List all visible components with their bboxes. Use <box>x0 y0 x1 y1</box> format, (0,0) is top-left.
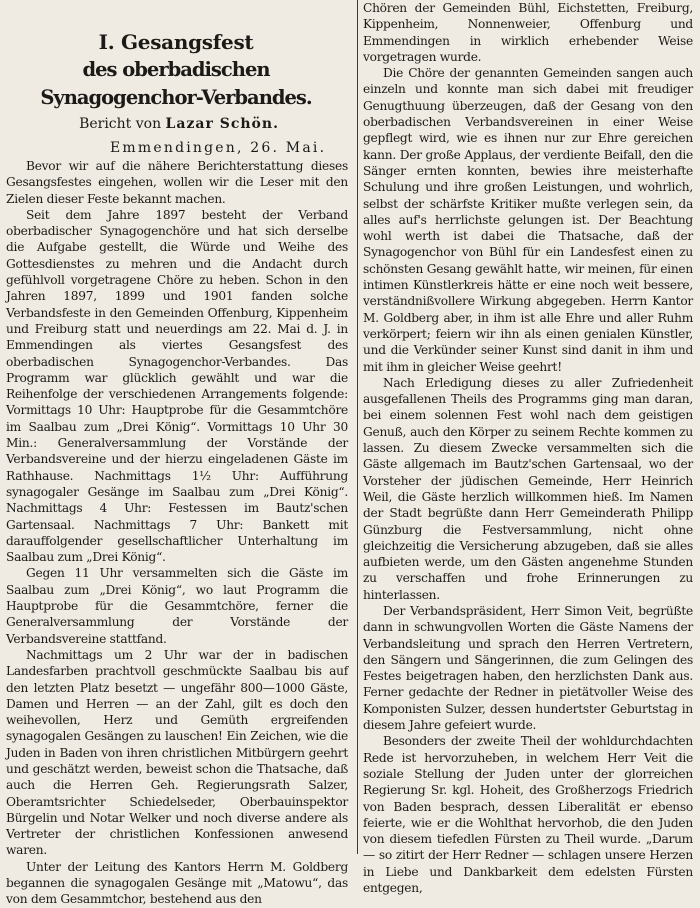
left-paragraph-2: Seit dem Jahre 1897 besteht der Verband oberbadischer Synagogenchöre und hat sich derselbe die Aufgabe gestellt, die Würde und Weihe des Gottesdienstes zu mehren und die Andacht durch gefühlvoll vorgetragene Chöre zu heben. Schon in den Jahren 1897, 1899 und 1901 fanden solche Verbandsfeste in den Gemeinden Offenburg, Kippenheim und Freiburg statt und neuerdings am 22. Mai d. J. in Emmendingen als viertes Gesangsfest des oberbadischen Synagogenchor-Verbandes. Das Programm war glücklich gewählt und war die Reihenfolge der verschiedenen Arrangements folgende: Vormittags 10 Uhr: Hauptprobe für die Gesammtchöre im Saalbau zum „Drei König“. Vormittags 10 Uhr 30 Min.: Generalversammlung der Vorstände der Verbandsvereine und der hierzu eingeladenen Gäste im Rathhause. Nachmittags 1½ Uhr: Aufführung synagogaler Gesänge im Saalbau zum „Drei König“. Nachmittags 4 Uhr: Festessen im Bautz'schen Gartensaal. Nachmittags 7 Uhr: Bankett mit darauffolgender gesellschaftlicher Unterhaltung im Saalbau zum „Drei König“. <box>6 207 348 565</box>
byline-author: Lazar Schön. <box>165 116 279 132</box>
left-paragraph-4: Nachmittags um 2 Uhr war der in badischen Landesfarben prachtvoll geschmückte Saalbau bis auf den letzten Platz besetzt — ungefähr 800—1000 Gäste, Damen und Herren — an der Zahl, gilt es doch den weihevollen, Herz und Gemüth ergreifenden synagogalen Gesängen zu lauschen! Ein Zeichen, wie die Juden in Baden von ihren christlichen Mitbürgern geehrt und geschätzt werden, beweist schon die Thatsache, daß auch die Herren Geh. Regierungsrath Salzer, Oberamtsrichter Schiedelseder, Oberbauinspektor Bürgelin und Notar Welker und noch diverse andere als Vertreter der christlichen Konfessionen anwesend waren. <box>6 647 348 858</box>
column-divider <box>357 0 358 854</box>
left-paragraph-5: Unter der Leitung des Kantors Herrn M. Goldberg begannen die synagogalen Gesänge mit „Matowu“, das von dem Gesammtchor, bestehend aus den <box>6 859 348 907</box>
left-paragraph-1: Bevor wir auf die nähere Berichterstattung dieses Gesangsfestes eingehen, wollen wir die Leser mit den Zielen dieser Feste bekannt machen. <box>6 159 348 206</box>
right-paragraph-3: Nach Erledigung dieses zu aller Zufriedenheit ausgefallenen Theils des Programms ging man daran, bei einem solennen Fest wohl nach dem geistigen Genuß, auch den Körper zu seinem Rechte kommen zu lassen. Zu diesem Zwecke versammelten sich die Gäste allgemach im Bautz'schen Gartensaal, wo der Vorsteher der jüdischen Gemeinde, Herr Heinrich Weil, die Gäste herzlich willkommen hieß. Im Namen der Stadt begrüßte dann Herr Gemeinderath Philipp Günzburg die Festversammlung, nicht ohne gleichzeitig die Versicherung abzugeben, daß sie alles aufbieten werde, um den Gästen angenehme Stunden zu verschaffen und frohe Erinnerungen zu hinterlassen. <box>363 375 693 602</box>
right-paragraph-2: Die Chöre der genannten Gemeinden sangen auch einzeln und konnte man sich dabei mit freudiger Genugthuung überzeugen, daß der Gesang von den oberbadischen Verbandsvereinen in einer Weise gepflegt wird, wie es ihnen nur zur Ehre gereichen kann. Der große Applaus, der verdiente Beifall, den die Sänger ernten konnten, bewies ihre meisterhafte Schulung und ihre großen Leistungen, und wohrlich, selbst der schärfste Kritiker mußte verlegen sein, da alles auf's herrlichste gelungen ist. Der Beachtung wohl werth ist dabei die Thatsache, daß der Synagogenchor von Bühl für ein Landesfest einen zu schönsten Gesang gewählt hatte, wir meinen, für einen intimen Künstlerkreis hätte er eine noch weit bessere, verständnißvollere Wirkung abgegeben. Herrn Kantor M. Goldberg aber, in ihm ist alle Ehre und aller Ruhm verkörpert; feiern wir ihn als einen genialen Künstler, und die Verkünder seiner Kunst sind danit in ihm und mit ihm in gleicher Weise geehrt! <box>363 66 693 374</box>
article-title-line-2: des oberbadischen Synagogenchor-Verbandes. <box>40 58 312 109</box>
right-column <box>363 0 695 896</box>
right-paragraph-1: Chören der Gemeinden Bühl, Eichstetten, Freiburg, Kippenheim, Nonnenweier, Offenburg und Emmendingen in wirklich erhebender Weise vorgetragen wurde. <box>363 1 693 64</box>
article-title-line-1: I. Gesangsfest <box>98 30 254 54</box>
article-byline <box>6 112 352 136</box>
left-paragraph-3: Gegen 11 Uhr versammelten sich die Gäste im Saalbau zum „Drei König“, wo laut Programm die Hauptprobe für die Gesammtchöre, ferner die Generalversammlung der Vorstände der Verbandsvereine stattfand. <box>6 566 348 646</box>
right-paragraph-5: Besonders der zweite Theil der wohldurchdachten Rede ist hervorzuheben, in welchem Herr Veit die soziale Stellung der Juden unter der glorreichen Regierung Sr. kgl. Hoheit, des Großherzogs Friedrich von Baden besprach, dessen Liberalität er ebenso feierte, wie er die Wohlthat hervorhob, die den Juden von diesem tiefedlen Fürsten zu Theil wurde. „Darum — so zitirt der Herr Redner — schlagen unsere Herzen in Liebe und Dankbarkeit dem edelsten Fürsten entgegen, <box>363 734 693 896</box>
article-dateline: Emmendingen, 26. Mai. <box>110 140 327 156</box>
right-paragraph-4: Der Verbandspräsident, Herr Simon Veit, begrüßte dann in schwungvollen Worten die Gäste Namens der Verbandsleitung und sprach den Herren Vertretern, den Sängern und Sängerinnen, die zum Gelingen des Festes beigetragen haben, den herzlichsten Dank aus. Ferner gedachte der Redner in pietätvoller Weise des Komponisten Sulzer, dessen hundertster Geburtstag in diesem Jahre gefeiert wurde. <box>363 603 693 733</box>
byline-prefix: Bericht von <box>79 116 162 132</box>
